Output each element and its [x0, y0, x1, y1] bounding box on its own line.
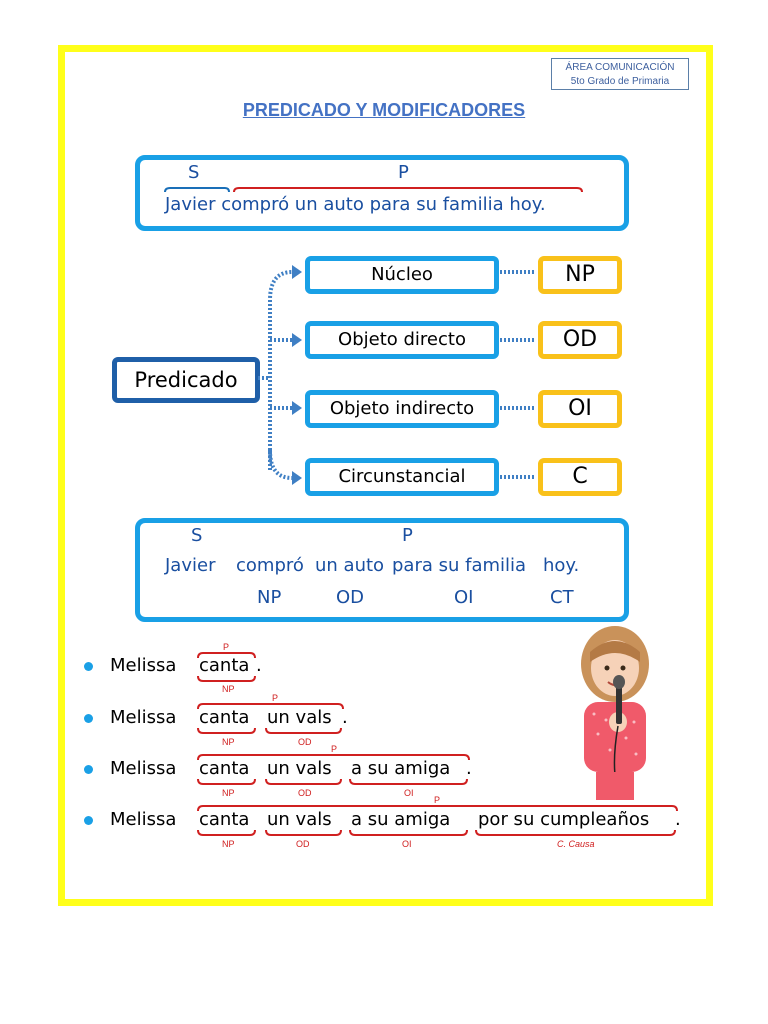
- predicado-box: Predicado: [112, 357, 260, 403]
- diagram-item-label: Objeto indirecto: [329, 398, 475, 419]
- example-part: un vals: [267, 809, 332, 830]
- example-part: un vals: [267, 707, 332, 728]
- example2-tag-od: OD: [336, 587, 365, 608]
- example-part: .: [256, 655, 262, 676]
- example2-word-verb: compró: [236, 555, 304, 576]
- example-tag: OD: [296, 839, 310, 849]
- example1-predicate: compró un auto para su familia hoy.: [221, 194, 546, 215]
- girl-singing-image: [560, 622, 670, 802]
- example2-tag-ct: CT: [550, 587, 574, 608]
- example1-s-label: S: [188, 162, 200, 183]
- example-tag: C. Causa: [557, 839, 595, 849]
- example-tag: OI: [404, 788, 414, 798]
- example1-p-label: P: [398, 162, 409, 183]
- example-tag: OD: [298, 788, 312, 798]
- example-part: por su cumpleaños: [478, 809, 650, 830]
- diagram-item-label: Objeto directo: [338, 329, 466, 350]
- example-tag: OD: [298, 737, 312, 747]
- example2-tag-oi: OI: [454, 587, 474, 608]
- bullet: [84, 765, 93, 774]
- example-part: canta: [199, 758, 250, 779]
- example-part: .: [342, 707, 348, 728]
- example2-word-subject: Javier: [165, 555, 216, 576]
- example2-p-label: P: [402, 525, 413, 546]
- page-title: PREDICADO Y MODIFICADORES: [242, 100, 526, 120]
- example-part: canta: [199, 809, 250, 830]
- example-p-tag: P: [331, 744, 338, 754]
- bullet: [84, 816, 93, 825]
- example-subject: Melissa: [110, 809, 177, 830]
- example1-subject: Javier: [165, 194, 216, 215]
- example-subject: Melissa: [110, 655, 177, 676]
- example2-s-label: S: [191, 525, 203, 546]
- example-part: a su amiga: [351, 758, 451, 779]
- example-part: un vals: [267, 758, 332, 779]
- example-part: canta: [199, 707, 250, 728]
- abbr-c-box: C: [538, 458, 622, 496]
- bullet: [84, 662, 93, 671]
- example-part: a su amiga: [351, 809, 451, 830]
- example-tag: NP: [222, 684, 235, 694]
- example-part: .: [675, 809, 681, 830]
- abbr-np-box: NP: [538, 256, 622, 294]
- example-tag: NP: [222, 788, 235, 798]
- example-part: canta: [199, 655, 250, 676]
- example-tag: OI: [402, 839, 412, 849]
- example-p-tag: P: [434, 795, 441, 805]
- example-tag: NP: [222, 737, 235, 747]
- header-area: ÁREA COMUNICACIÓN: [565, 62, 675, 73]
- header-grade: 5to Grado de Primaria: [570, 76, 670, 87]
- diagram-item-label: Circunstancial: [338, 466, 466, 487]
- example-subject: Melissa: [110, 758, 177, 779]
- example-part: .: [466, 758, 472, 779]
- example2-word-od: un auto: [315, 555, 385, 576]
- diagram-item-label: Núcleo: [371, 264, 433, 285]
- example-tag: NP: [222, 839, 235, 849]
- example-p-tag: P: [272, 693, 279, 703]
- abbr-od-box: OD: [538, 321, 622, 359]
- example2-tag-np: NP: [257, 587, 282, 608]
- example-subject: Melissa: [110, 707, 177, 728]
- example2-word-ct: hoy.: [543, 555, 580, 576]
- example-p-tag: P: [223, 642, 230, 652]
- example2-word-oi: para su familia: [392, 555, 527, 576]
- abbr-oi-box: OI: [538, 390, 622, 428]
- bullet: [84, 714, 93, 723]
